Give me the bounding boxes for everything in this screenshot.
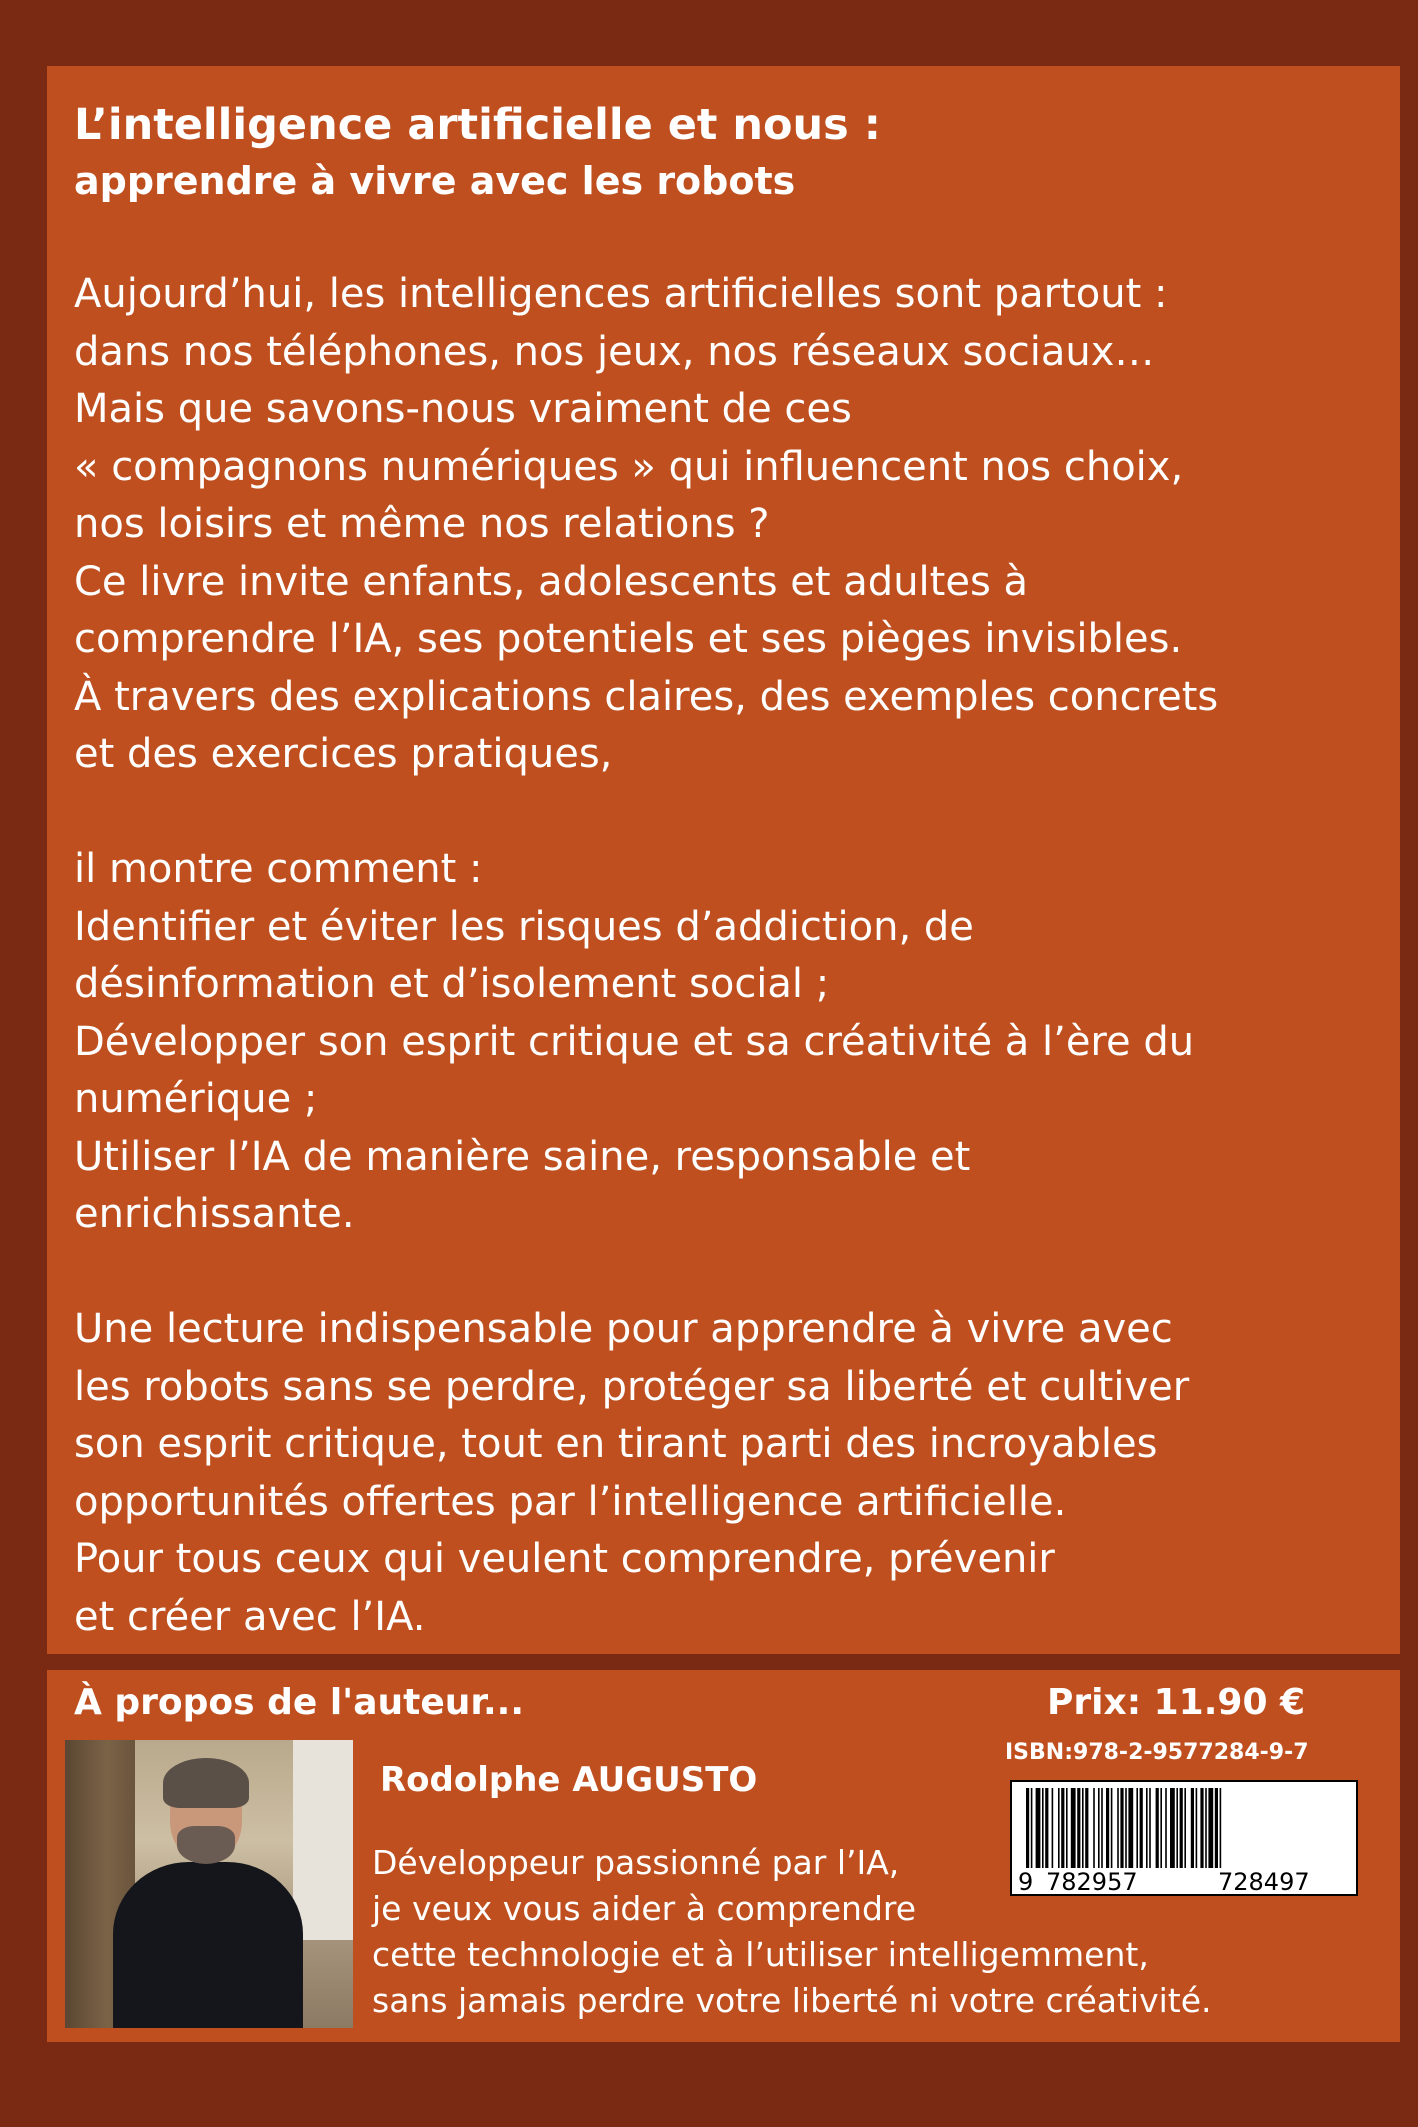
description-line: Utiliser l’IA de manière saine, responsable et: [74, 1133, 971, 1180]
barcode-bar: [1117, 1788, 1119, 1868]
author-section-heading: À propos de l'auteur...: [74, 1682, 525, 1723]
author-photo: [65, 1740, 353, 2028]
barcode-bar: [1061, 1788, 1064, 1868]
book-title: L’intelligence artificielle et nous :: [74, 100, 881, 150]
description-line: Une lecture indispensable pour apprendre à vivre avec: [74, 1306, 1173, 1352]
barcode-bar: [1058, 1788, 1060, 1868]
barcode-bar: [1106, 1788, 1109, 1868]
barcode-bar: [1128, 1788, 1133, 1868]
photo-beard: [177, 1826, 235, 1864]
barcode-bar: [1066, 1788, 1068, 1868]
description-line: « compagnons numériques » qui influencent nos choix,: [74, 443, 1184, 490]
description-line: dans nos téléphones, nos jeux, nos réseaux sociaux…: [74, 328, 1155, 375]
description-line: Mais que savons-nous vraiment de ces: [74, 386, 852, 432]
barcode-bar: [1052, 1788, 1054, 1868]
author-bio-line: je veux vous aider à comprendre: [372, 1889, 917, 1928]
photo-hair: [163, 1758, 249, 1808]
barcode-bar: [1101, 1788, 1103, 1868]
barcode-bar: [1140, 1788, 1143, 1868]
barcode-bar: [1093, 1788, 1095, 1868]
barcode-bar: [1208, 1788, 1213, 1868]
barcode-bar: [1082, 1788, 1084, 1868]
description-line: comprendre l’IA, ses potentiels et ses pièges invisibles.: [74, 616, 1183, 662]
barcode-bar: [1042, 1788, 1044, 1868]
barcode-bar: [1215, 1788, 1218, 1868]
barcode-bar: [1120, 1788, 1123, 1868]
barcode-bar: [1196, 1788, 1198, 1868]
barcode-bar: [1191, 1788, 1194, 1868]
barcode-digits: [1012, 1868, 1358, 1896]
description-line: et des exercices pratiques,: [74, 731, 613, 777]
description-blank-line: [74, 1244, 1389, 1302]
author-bio-line: Développeur passionné par l’IA,: [372, 1843, 900, 1882]
description-line: Ce livre invite enfants, adolescents et adultes à: [74, 558, 1029, 605]
description-line: nos loisirs et même nos relations ?: [74, 501, 770, 547]
description-line: À travers des explications claires, des exemples concrets: [74, 673, 1219, 720]
description-line: Pour tous ceux qui veulent comprendre, prévenir: [74, 1536, 1055, 1582]
barcode-bar: [1160, 1788, 1162, 1868]
barcode-bar: [1098, 1788, 1100, 1868]
price-label: Prix: 11.90 €: [1047, 1682, 1306, 1723]
photo-torso: [113, 1862, 303, 2028]
barcode-left-digits: 782957: [1046, 1868, 1138, 1896]
description-line: désinformation et d’isolement social ;: [74, 961, 830, 1007]
barcode-bar: [1085, 1788, 1088, 1868]
author-panel: [47, 1670, 1400, 2042]
description-line: Identifier et éviter les risques d’addiction, de: [74, 903, 974, 950]
description-line: Développer son esprit critique et sa créativité à l’ère du: [74, 1018, 1195, 1065]
description-line: les robots sans se perdre, protéger sa liberté et cultiver: [74, 1363, 1190, 1410]
barcode-bar: [1045, 1788, 1048, 1868]
barcode-bar: [1200, 1788, 1203, 1868]
barcode-bar: [1077, 1788, 1080, 1868]
barcode-bar: [1111, 1788, 1113, 1868]
author-bio-line: cette technologie et à l’utiliser intelligemment,: [372, 1935, 1149, 1974]
description-line: son esprit critique, tout en tirant parti des incroyables: [74, 1421, 1158, 1467]
description-line: numérique ;: [74, 1076, 318, 1122]
author-bio-line: sans jamais perdre votre liberté ni votre créativité.: [372, 1981, 1212, 2020]
description-line: il montre comment :: [74, 846, 483, 892]
barcode-bar: [1170, 1788, 1175, 1868]
barcode-first-digit: 9: [1018, 1868, 1034, 1896]
author-name: Rodolphe AUGUSTO: [380, 1760, 758, 1800]
barcode-right-digits: 728497: [1218, 1868, 1310, 1896]
barcode-bar: [1149, 1788, 1151, 1868]
book-description: [74, 266, 1389, 1646]
barcode-bar: [1184, 1788, 1186, 1868]
barcode-bar: [1176, 1788, 1178, 1868]
isbn-label: ISBN:978-2-9577284-9-7: [1005, 1740, 1309, 1765]
barcode-bar: [1146, 1788, 1148, 1868]
barcode-bar: [1156, 1788, 1159, 1868]
barcode-bar: [1180, 1788, 1183, 1868]
description-line: et créer avec l’IA.: [74, 1593, 426, 1640]
barcode-bar: [1136, 1788, 1138, 1868]
barcode-bar: [1071, 1788, 1076, 1868]
barcode-bar: [1036, 1788, 1041, 1868]
photo-window: [293, 1740, 353, 1940]
description-line: opportunités offertes par l’intelligence artificielle.: [74, 1478, 1067, 1525]
description-panel: [47, 66, 1400, 1654]
description-blank-line: [74, 784, 1389, 842]
book-subtitle: apprendre à vivre avec les robots: [74, 159, 796, 203]
description-line: enrichissante.: [74, 1191, 355, 1237]
barcode-bar: [1165, 1788, 1167, 1868]
barcode-bar: [1205, 1788, 1207, 1868]
description-line: Aujourd’hui, les intelligences artificielles sont partout :: [74, 271, 1168, 317]
barcode: [1010, 1780, 1358, 1896]
